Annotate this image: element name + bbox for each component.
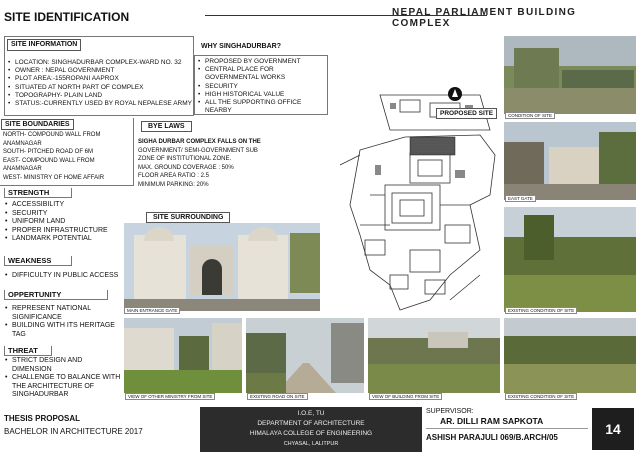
caption-east-gate: EAST GATE — [505, 195, 536, 202]
threat-label: THREAT — [4, 346, 52, 356]
list-item: • DIFFICULTY IN PUBLIC ACCESS — [4, 272, 122, 281]
bye-law-line: GOVERNMENT/ SEMI-GOVERNMENT SUB — [138, 147, 258, 154]
site-information-section — [4, 36, 194, 116]
list-item: • TOPOGRAPHY- PLAIN LAND — [7, 92, 195, 100]
site-boundaries-label: SITE BOUNDARIES — [1, 119, 74, 130]
list-item: • LOCATION: SINGHADURBAR COMPLEX-WARD NO. 32 — [7, 59, 195, 67]
site-information-label: SITE INFORMATION — [7, 39, 81, 51]
weakness-label: WEAKNESS — [4, 256, 72, 266]
list-item: • SECURITY — [4, 210, 122, 219]
bye-laws-label: BYE LAWS — [141, 121, 192, 132]
institution-line: DEPARTMENT OF ARCHITECTURE — [257, 420, 365, 427]
list-item: • OWNER : NEPAL GOVERNMENT — [7, 67, 195, 75]
list-item: • STATUS:-CURRENTLY USED BY ROYAL NEPALESE ARMY — [7, 100, 195, 108]
page-number: 14 — [605, 421, 621, 437]
photo-main-entrance — [124, 223, 320, 311]
footer-left — [4, 414, 194, 436]
bye-law-line: MINIMUM PARKING: 20% — [138, 181, 209, 188]
list-item: • SITUATED AT NORTH PART OF COMPLEX — [7, 84, 195, 92]
site-information-list — [7, 59, 195, 108]
boundary-line: NORTH- COMPOUND WALL FROM ANAMNAGAR — [3, 132, 101, 147]
site-map — [330, 75, 500, 315]
list-item: • STRICT DESIGN AND DIMENSION — [4, 357, 122, 374]
institution-line: CHYASAL, LALITPUR — [283, 441, 339, 447]
list-item: • PLOT AREA:-155ROPANI AAPROX — [7, 75, 195, 83]
bye-laws-text — [138, 138, 333, 189]
photo-existing-condition-1 — [504, 207, 636, 312]
project-title: NEPAL PARLIAMENT BUILDING COMPLEX — [392, 7, 577, 29]
boundary-line: EAST- COMPOUND WALL FROM ANAMNAGAR — [3, 157, 95, 172]
list-item: • SECURITY — [197, 83, 325, 91]
list-item: • PROPOSED BY GOVERNMENT — [197, 58, 325, 66]
strength-label: STRENGTH — [4, 188, 72, 198]
caption-existing-road: EXISTING ROAD ON SITE — [247, 393, 308, 400]
photo-view-building — [368, 318, 500, 393]
caption-main-entrance: MAIN ENTRANCE GATE — [124, 307, 180, 314]
list-item: • LANDMARK POTENTIAL — [4, 235, 122, 244]
boundary-line: SOUTH- PITCHED ROAD OF 6M — [3, 149, 94, 155]
supervisor-label: SUPERVISOR: — [426, 408, 474, 415]
opportunity-label: OPPERTUNITY — [4, 290, 108, 300]
footer-supervisor — [426, 408, 588, 442]
supervisor-name: AR. DILLI RAM SAPKOTA — [426, 416, 588, 429]
north-arrow-icon — [448, 87, 462, 101]
list-item: • PROPER INFRASTRUCTURE — [4, 227, 122, 236]
photo-existing-condition-2 — [504, 318, 636, 393]
weakness-list — [4, 272, 122, 281]
list-item: • ALL THE SUPPORTING OFFICE NEARBY — [197, 99, 325, 115]
list-item: • CHALLENGE TO BALANCE WITH THE ARCHITECTURE OF SINGHADURBAR — [4, 374, 122, 400]
bye-law-line: FLOOR AREA RATIO : 2.5 — [138, 173, 209, 179]
strength-list — [4, 201, 122, 244]
institution-line: I.O.E, TU — [297, 410, 325, 417]
institution-line: HIMALAYA COLLEGE OF ENGINEERING — [249, 430, 373, 437]
caption-other-ministry: VIEW OF OTHER MINISTRY FROM SITE — [125, 393, 215, 400]
page-title: SITE IDENTIFICATION — [4, 10, 130, 24]
page-number-box — [592, 408, 634, 450]
opportunity-list — [4, 305, 122, 339]
bye-law-line: ZONE OF INSTITUTIONAL ZONE. — [138, 156, 232, 162]
footer-institution — [200, 407, 422, 452]
photo-east-gate — [504, 122, 636, 200]
why-singhadurbar-label: WHY SINGHADURBAR? — [198, 42, 284, 51]
list-item: • HIGH HISTORICAL VALUE — [197, 91, 325, 99]
list-item: • ACCESSIBILITY — [4, 201, 122, 210]
bye-law-line: SIGHA DURBAR COMPLEX FALLS ON THE — [138, 139, 261, 145]
list-item: • CENTRAL PLACE FOR GOVERNMENTAL WORKS — [197, 66, 325, 82]
bye-law-line: MAX. GROUND COVERAGE : 50% — [138, 164, 234, 171]
list-item: • BUILDING WITH ITS HERITAGE TAG — [4, 322, 122, 339]
caption-existing-condition-2: EXISTING CONDITION OF SITE — [505, 393, 577, 400]
threat-list — [4, 357, 122, 400]
photo-condition-of-site — [504, 36, 636, 114]
caption-view-building: VIEW OF BUILDING FROM SITE — [369, 393, 442, 400]
proposed-site-label: PROPOSED SITE — [436, 108, 497, 119]
caption-condition-of-site: CONDITION OF SITE — [505, 112, 555, 119]
list-item: • UNIFORM LAND — [4, 218, 122, 227]
thesis-label: THESIS PROPOSAL — [4, 414, 81, 423]
site-boundaries-section — [0, 118, 134, 186]
list-item: • REPRESENT NATIONAL SIGNIFICANCE — [4, 305, 122, 322]
degree-label: BACHELOR IN ARCHITECTURE 2017 — [4, 427, 143, 436]
site-surrounding-label: SITE SURROUNDING — [146, 212, 230, 223]
student-name: ASHISH PARAJULI 069/B.ARCH/05 — [426, 433, 558, 442]
caption-existing-condition-1: EXISTING CONDITION OF SITE — [505, 307, 577, 314]
photo-existing-road — [246, 318, 364, 393]
photo-other-ministry — [124, 318, 242, 393]
why-singhadurbar-section — [194, 55, 328, 115]
boundary-line: WEST- MINISTRY OF HOME AFFAIR — [3, 174, 105, 181]
